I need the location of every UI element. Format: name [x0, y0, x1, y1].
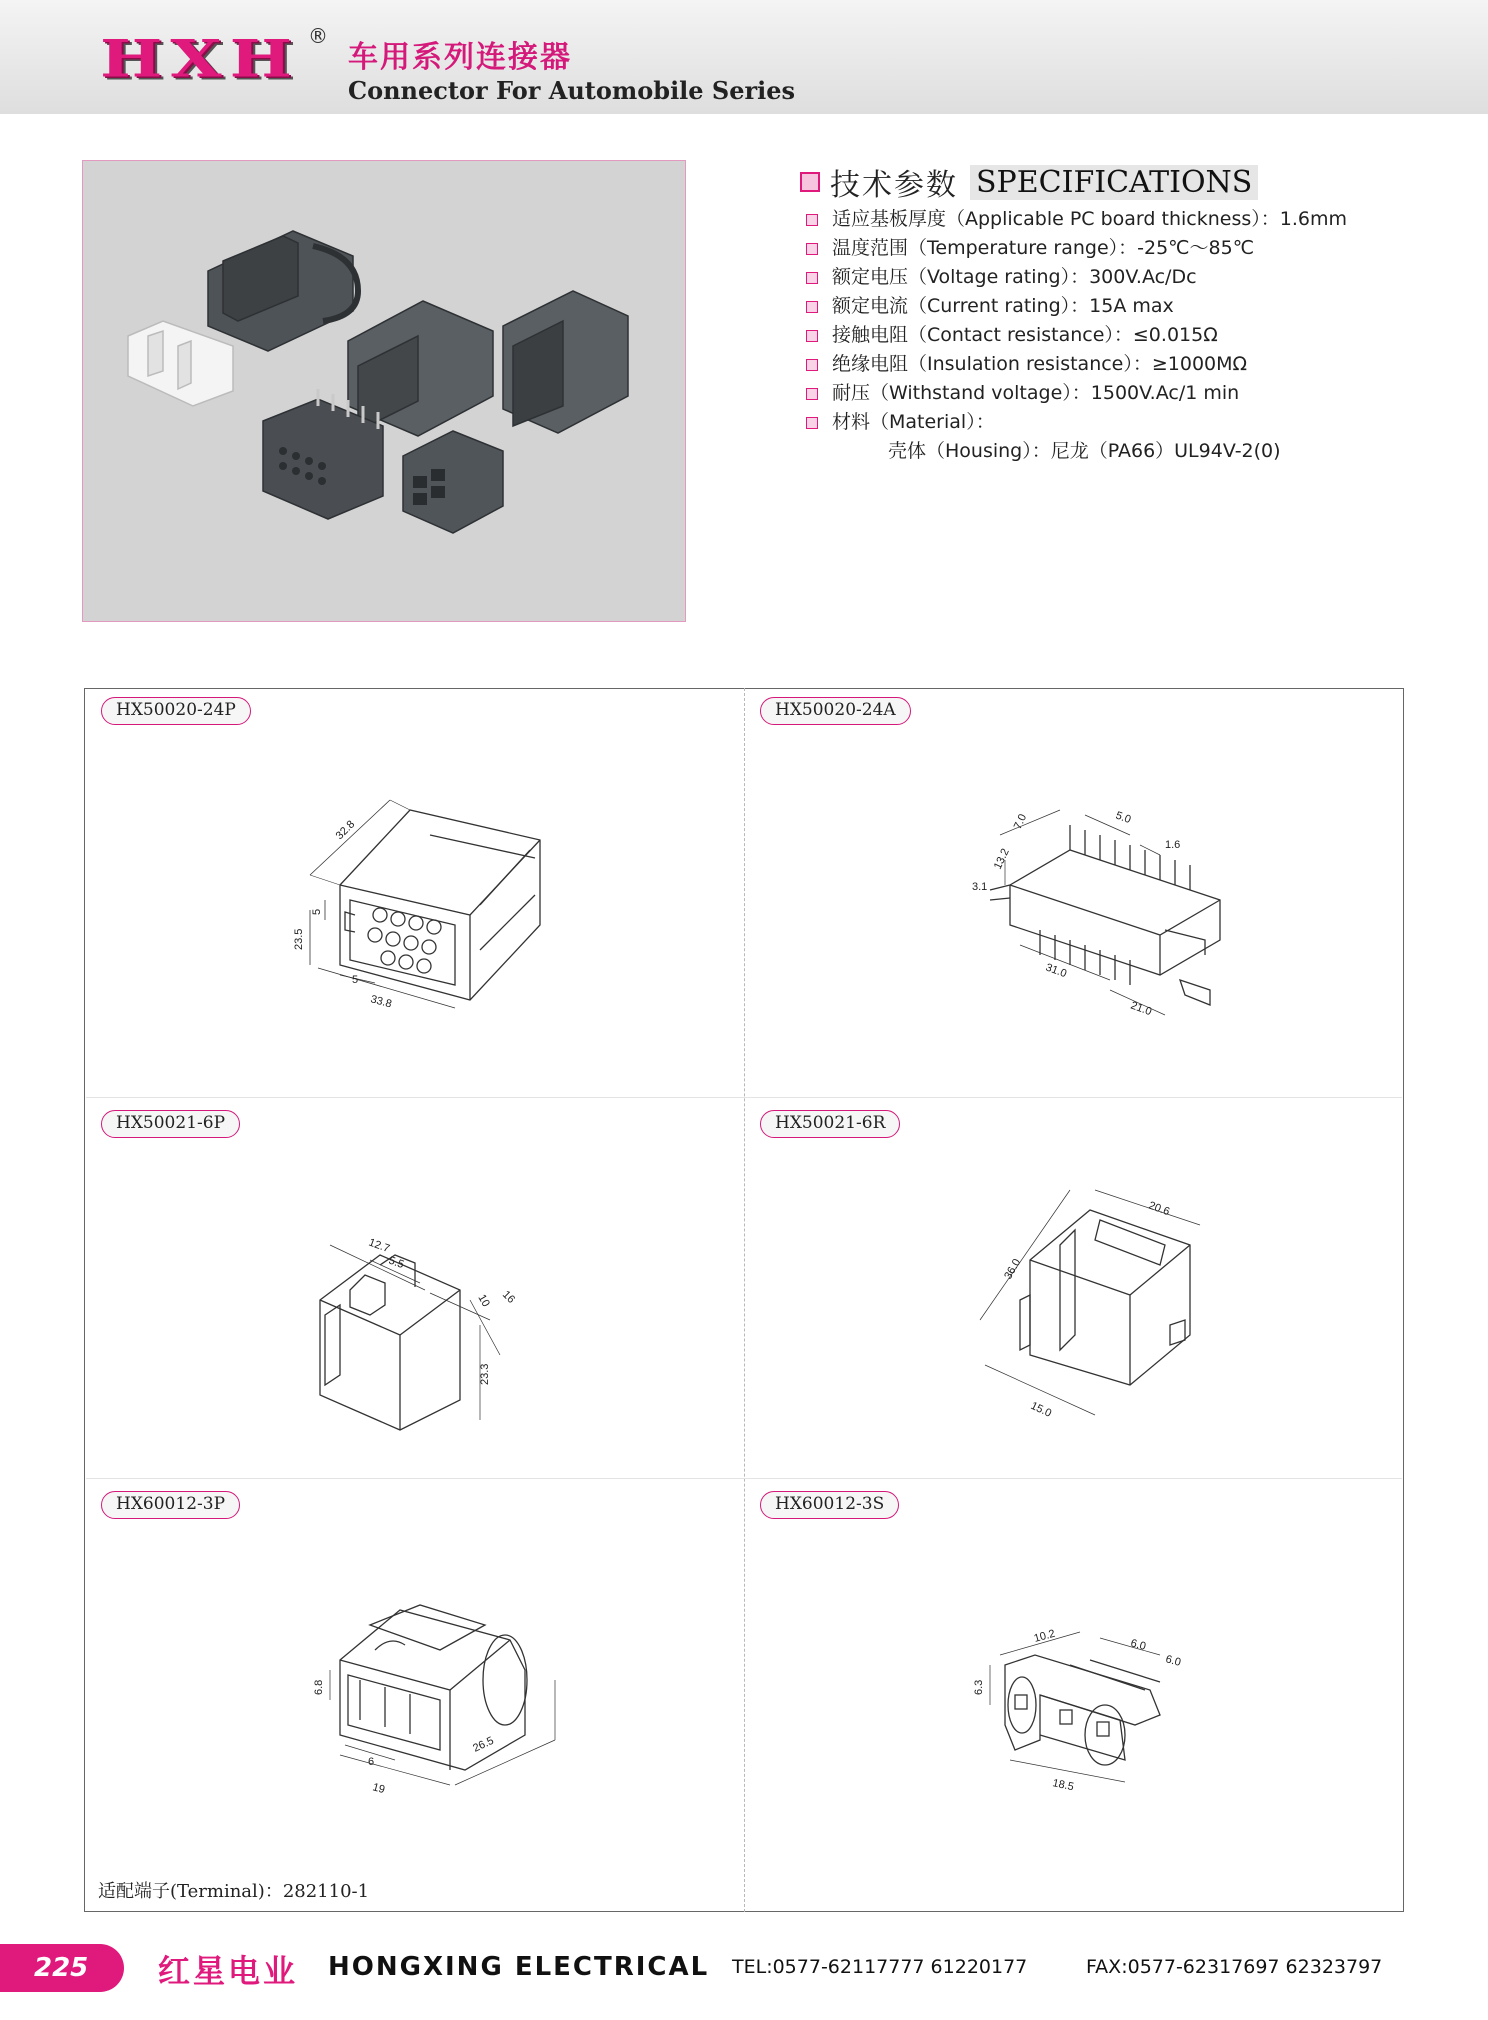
- bullet-icon: [806, 272, 818, 284]
- photo-white-3s: [128, 321, 233, 406]
- dim-label: 18.5: [1051, 1777, 1075, 1794]
- bullet-icon: [806, 330, 818, 342]
- model-tag-hx60012-3p: HX60012-3P: [101, 1491, 240, 1519]
- product-photo: [82, 160, 686, 622]
- dim-label: 20.6: [1146, 1199, 1172, 1219]
- dim-label: 23.5: [293, 928, 305, 950]
- dim-label: 21.0: [1128, 999, 1154, 1019]
- frame-row-divider: [86, 1478, 1402, 1479]
- spec-withstand-voltage: [806, 379, 1466, 408]
- hxh-logo: HXH: [100, 28, 300, 89]
- dim-label: 12.7: [366, 1236, 392, 1256]
- photo-housing-3p: [208, 231, 358, 351]
- spec-text: 温度范围（Temperature range）：-25℃～85℃: [832, 237, 1255, 259]
- spec-voltage: [806, 263, 1466, 292]
- spec-text: 适应基板厚度（Applicable PC board thickness）：1.6mm: [832, 208, 1347, 230]
- dim-label: 13.2: [991, 846, 1012, 872]
- dim-label: 10.2: [1032, 1627, 1057, 1645]
- bullet-icon: [806, 243, 818, 255]
- company-name-en: HONGXING ELECTRICAL: [328, 1952, 710, 1982]
- dim-label: 16: [499, 1288, 518, 1306]
- spec-current: [806, 292, 1466, 321]
- spec-text: 额定电压（Voltage rating）：300V.Ac/Dc: [832, 266, 1197, 288]
- dim-label: 31.0: [1043, 961, 1069, 981]
- dim-label: 1.6: [1165, 839, 1181, 851]
- dim-label: 6.0: [1164, 1653, 1183, 1669]
- model-tag-hx60012-3s: HX60012-3S: [760, 1491, 899, 1519]
- bullet-icon: [806, 388, 818, 400]
- dim-label: 6: [368, 1756, 375, 1768]
- drawing-hx50020-24a: [960, 790, 1240, 1040]
- model-tag-hx50020-24a: HX50020-24A: [760, 697, 911, 725]
- dim-label: 7.0: [1011, 812, 1030, 832]
- specifications-heading: [800, 160, 1258, 204]
- dim-label: 5.5: [386, 1254, 406, 1272]
- specification-list: [806, 205, 1466, 466]
- dim-label: 19: [371, 1781, 387, 1797]
- company-name-cn: 红星电业: [158, 1952, 299, 1990]
- spec-text: 额定电流（Current rating）：15A max: [832, 295, 1174, 317]
- drawing-hx50021-6p: [300, 1195, 560, 1440]
- drawing-hx50021-6r: [960, 1170, 1230, 1435]
- dim-label: 10: [475, 1292, 492, 1310]
- bullet-icon: [806, 301, 818, 313]
- drawing-hx50020-24p: [280, 790, 580, 1030]
- bullet-icon: [806, 359, 818, 371]
- spec-contact-resistance: [806, 321, 1466, 350]
- spec-text: 壳体（Housing）：尼龙（PA66）UL94V-2(0): [888, 440, 1281, 462]
- drawing-hx60012-3s: [960, 1610, 1220, 1810]
- telephone-numbers: TEL:0577-62117777 61220177: [732, 1956, 1028, 1978]
- spec-board-thickness: [806, 205, 1466, 234]
- bullet-icon: [806, 417, 818, 429]
- dim-label: 15.0: [1028, 1399, 1054, 1420]
- spec-housing: [806, 437, 1466, 466]
- bullet-icon: [806, 214, 818, 226]
- model-tag-hx50021-6r: HX50021-6R: [760, 1110, 900, 1138]
- frame-row-divider: [86, 1097, 1402, 1098]
- connector-photo-illustration: [83, 161, 687, 623]
- dim-label: 33.8: [369, 993, 394, 1011]
- spec-text: 接触电阻（Contact resistance）：≤0.015Ω: [832, 324, 1218, 346]
- dim-label: 3.1: [972, 881, 988, 893]
- terminal-note: 适配端子(Terminal)：282110-1: [98, 1881, 370, 1902]
- dim-label: 5.0: [1113, 809, 1133, 827]
- fax-numbers: FAX:0577-62317697 62323797: [1086, 1956, 1383, 1978]
- spec-text: 材料（Material）：: [832, 411, 995, 433]
- photo-header-6r: [503, 291, 628, 433]
- dim-label: 5: [352, 974, 359, 986]
- dim-label: 26.5: [471, 1734, 496, 1755]
- spec-insulation-resistance: [806, 350, 1466, 379]
- dim-label: 6.8: [313, 1679, 325, 1695]
- specifications-heading-en: SPECIFICATIONS: [970, 165, 1258, 200]
- spec-material: [806, 408, 1466, 437]
- dim-label: 23.3: [479, 1363, 491, 1385]
- spec-temperature: [806, 234, 1466, 263]
- model-tag-hx50021-6p: HX50021-6P: [101, 1110, 240, 1138]
- page-header: [0, 0, 1488, 114]
- series-title-en: Connector For Automobile Series: [348, 76, 796, 105]
- spec-text: 耐压（Withstand voltage）：1500V.Ac/1 min: [832, 382, 1240, 404]
- model-tag-hx50020-24p: HX50020-24P: [101, 697, 251, 725]
- dim-label: 6.3: [973, 1679, 985, 1695]
- photo-housing-24p: [348, 301, 493, 436]
- dim-label: 36.0: [1002, 1256, 1024, 1282]
- dim-label: 32.8: [333, 818, 358, 843]
- photo-housing-6p: [403, 431, 503, 533]
- frame-center-divider: [744, 688, 745, 1912]
- dim-label: 5: [311, 908, 323, 915]
- page-number: 225: [0, 1944, 124, 1992]
- bullet-square-icon: [800, 172, 820, 192]
- specifications-heading-cn: 技术参数: [830, 168, 958, 203]
- series-title-cn: 车用系列连接器: [348, 40, 572, 75]
- drawing-hx60012-3p: [300, 1570, 580, 1810]
- dim-label: 6.0: [1129, 1637, 1148, 1653]
- spec-text: 绝缘电阻（Insulation resistance）：≥1000MΩ: [832, 353, 1248, 375]
- registered-mark: ®: [308, 24, 328, 48]
